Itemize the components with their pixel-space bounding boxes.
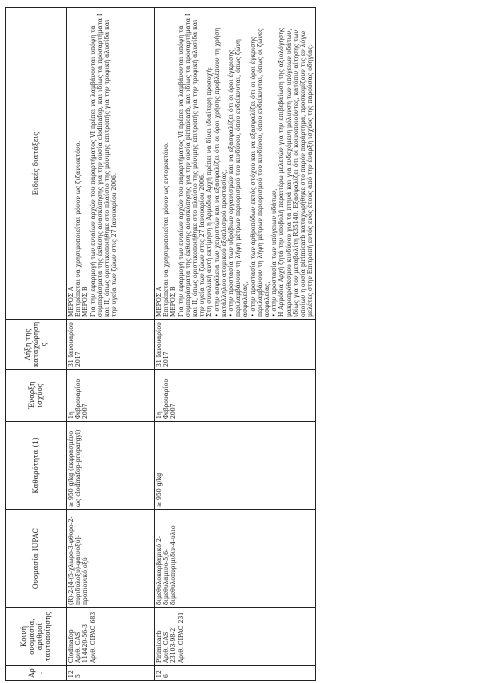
provision-bullet: • στην ασφάλεια των χειριστών και να εξασφαλίζει ότι οι όροι χρήσης προβλέπουν τη χρήση κατάλληλου ατομικού εξοπλισμού προστασίας,: [213, 27, 228, 317]
provision-paragraph: ΜΕΡΟΣ Β: [170, 286, 178, 317]
header-entry-into-force: Έναρξη ισχύος: [6, 370, 67, 422]
header-common-name: Κοινή ονομασία, αριθμοί ταυτοποίησης: [6, 608, 67, 666]
cell-expiry: 31 Ιανουαρίου 2017: [67, 320, 155, 370]
cell-iupac: διμεθυλοκαρβαμικό 2-διμεθυλαμινο-5,6-διμεθυλοπυριμιδιν-4-υλιο: [155, 510, 316, 608]
provision-bullet: • στην προστασία των υδρόβιων οργανισμών και να εξασφαλίζει ότι οι όροι έγκρισης περιλαμβάνουν τη λήψη μέτρων περιορισμού του κινδύνου, όπου ενδείκνυται, όπως ζώνη ασφαλείας,: [228, 39, 250, 317]
provision-paragraph: Στη συνολική αυτή εκτίμηση η Αρμόδια Αρχή πρέπει να δίνει ιδιαίτερη προσοχή:: [206, 67, 214, 317]
provision-paragraph: ΜΕΡΟΣ Α: [68, 286, 75, 317]
cell-entry-into-force: 1η Φεβρουαρίου 2007: [67, 370, 155, 422]
provision-paragraph: Για την εφαρμογή των ενιαίων αρχών του παραρτήματος VI πρέπει να λαμβάνονται υπόψη τα συμπεράσματα της έκθεσης ανασκόπησης για την ουσία clodinafop, και ιδίως τα προσαρτήματα I και II, όπως οριστικοποιήθηκε στο πλαίσιο της μόνιμης επιτροπής για την τροφική αλυσίδα και την υγεία των ζώων στις 27 Ιανουαρίου 2006.: [89, 13, 119, 317]
cell-purity: ≥ 950 g/kg: [155, 422, 316, 510]
header-expiry: Λήξη της καταχώρησης: [6, 320, 67, 370]
cell-expiry: 31 Ιανουαρίου 2017: [155, 320, 316, 370]
provision-paragraph: Επιτρέπεται να χρησιμοποιείται μόνον ως ζιζανιοκτόνο.: [75, 140, 83, 317]
table-row: [155, 8, 316, 681]
cell-no: 125: [67, 666, 155, 681]
cell-specific-provisions: [155, 8, 316, 320]
header-purity: Καθαρότητα (1): [6, 422, 67, 510]
provision-paragraph: ΜΕΡΟΣ Β: [82, 286, 90, 317]
cell-common-name: Clodinafop Αριθ. CAS 114420-56-3 Αριθ. CIPAC 683: [67, 608, 155, 666]
header-row: [6, 8, 67, 681]
cell-specific-provisions: [67, 8, 155, 320]
header-no: Αρ.: [6, 666, 67, 681]
table-row: [67, 8, 155, 681]
header-iupac: Ονομασία IUPAC: [6, 510, 67, 608]
substances-table: [5, 7, 316, 681]
cell-no: 126: [155, 666, 316, 681]
provision-paragraph: Για την εφαρμογή των ενιαίων αρχών του παραρτήματος VI πρέπει να λαμβάνονται υπόψη τα συμπεράσματα της έκθεσης ανασκόπησης για την ουσία pirimicarb, και ιδίως τα προσαρτήματα I και II, όπως οριστικοποιήθηκε στο πλαίσιο της μόνιμης επιτροπής για την τροφική αλυσίδα και την υγεία των ζώων στις 27 Ιανουαρίου 2006.: [177, 13, 207, 317]
provision-paragraph: Η Αρμόδια Αρχή ζητά την υποβολή περαιτέρω μελετών για την επιβεβαίωση της αξιολόγησης μακροπρόθεσμου κινδύνου για τα πτηνά και για ενδεχόμενη μόλυνση των υπόγειων υδάτων, ιδίως για τον μεταβολίτη R35140. Εξασφαλίζει ότι οι κοινοποιούντες, κατόπιν αίτησης των οποίων η ουσία pirimicarb καταχωρήθηκε στο παρόν παράρτημα, προσκομίζουν τις εν λόγω μελέτες στην Επιτροπή εντός ενός έτους από την έναρξη ισχύος της παρούσας οδηγίας.: [278, 27, 315, 317]
provision-bullet: • στην προστασία των αρθροπόδων εκτός στόχου και να εξασφαλίζει ότι οι όροι έγκρισης περιλαμβάνουν τη λήψη μέτρων περιορισμού του κινδύνου, όπου ενδείκνυται, όπως οι ζώνες ασφαλείας,: [249, 28, 272, 317]
cell-iupac: (R)-2-[4-(5-χλωρο-3-φθορο-2-πυριδυλοξυ)-φαινοξυ]-προπιονικό οξύ: [67, 510, 155, 608]
cell-purity: ≥ 950 g/kg (εκφρασμένο ως clodinafop-propargyl): [67, 422, 155, 510]
provision-paragraph: Επιτρέπεται να χρησιμοποιείται μόνον ως εντομοκτόνο.: [163, 142, 171, 317]
provision-bullet: • στην προστασία των υπόγειων υδάτων,: [271, 188, 279, 317]
cell-entry-into-force: 1η Φεβρουαρίου 2007: [155, 370, 316, 422]
header-specific-provisions: Ειδικές διατάξεις: [6, 8, 67, 320]
cell-common-name: Pirimicarb Αριθ. CAS 23103-98-2 Αριθ. CIPAC 231: [155, 608, 316, 666]
provision-paragraph: ΜΕΡΟΣ Α: [156, 286, 163, 317]
